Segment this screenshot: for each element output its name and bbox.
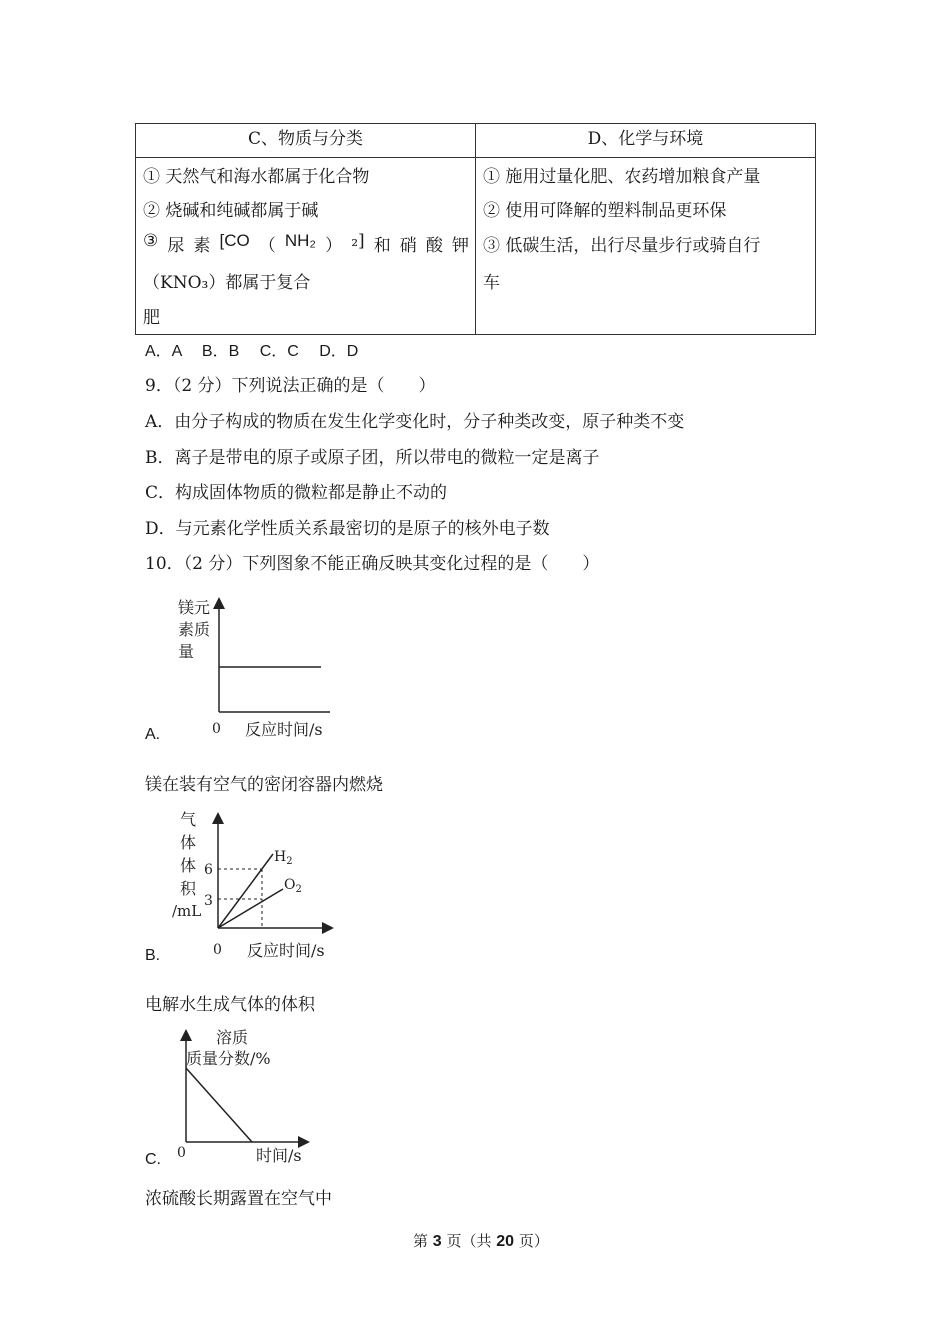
chart-b-tick-6: 6 — [204, 862, 213, 878]
chart-a — [170, 595, 340, 745]
page-footer: 第 3 页（共 20 页） — [413, 1232, 549, 1250]
chart-b-tick-3: 3 — [204, 893, 213, 909]
header-c: C、物质与分类 — [136, 124, 476, 158]
cell-d — [476, 158, 815, 334]
chart-c-origin: 0 — [177, 1145, 186, 1161]
cell-c — [136, 158, 475, 334]
d-item-2: ② 使用可降解的塑料制品更环保 — [483, 201, 727, 221]
q8-options: A．A B．B C．C D．D — [145, 343, 359, 360]
header-d: D、化学与环境 — [476, 124, 816, 158]
q10-option-c-caption: 浓硫酸长期露置在空气中 — [145, 1189, 332, 1209]
chart-b-ylabel-5: /mL — [172, 902, 202, 920]
d-item-3-line1: ③ 低碳生活，出行尽量步行或骑自行 — [483, 236, 761, 256]
q9-option-c: C．构成固体物质的微粒都是静止不动的 — [145, 483, 448, 503]
chart-b-xlabel: 反应时间/s — [247, 941, 325, 960]
chart-b-origin: 0 — [213, 942, 222, 958]
q9-option-b: B．离子是带电的原子或原子团，所以带电的微粒一定是离子 — [145, 448, 600, 468]
chart-b-ylabel-4: 积 — [180, 879, 197, 898]
q10-option-a-caption: 镁在装有空气的密闭容器内燃烧 — [145, 775, 383, 795]
d-item-1: ① 施用过量化肥、农药增加粮食产量 — [483, 167, 761, 187]
c-item-3-line2: （KNO₃）都属于复合 — [143, 273, 311, 293]
chart-a-ylabel-2: 素质 — [178, 620, 211, 639]
q9-option-a: A．由分子构成的物质在发生化学变化时，分子种类改变，原子种类不变 — [145, 412, 685, 432]
chart-b-ylabel-2: 体 — [180, 833, 197, 852]
chart-c — [170, 1023, 320, 1168]
q9-option-d: D．与元素化学性质关系最密切的是原子的核外电子数 — [145, 519, 550, 539]
c-item-2: ② 烧碱和纯碱都属于碱 — [143, 201, 319, 221]
q10-option-a-letter: A. — [145, 726, 161, 743]
chart-c-ylabel-2: 质量分数/% — [186, 1049, 271, 1068]
chart-b-label-h2: $H_2$ — [274, 849, 293, 867]
chart-b-series-h2 — [218, 854, 273, 928]
chart-a-xlabel: 反应时间/s — [245, 720, 323, 739]
q10-option-b-caption: 电解水生成气体的体积 — [145, 995, 315, 1015]
chart-c-series-line — [186, 1068, 252, 1142]
classification-table — [135, 123, 816, 335]
c-item-1: ① 天然气和海水都属于化合物 — [143, 167, 370, 187]
c-item-3-line3: 肥 — [143, 308, 160, 328]
c-item-3-line1: ③ 尿 素 [CO （ NH₂ ） ₂] 和 硝 酸 钾 — [143, 231, 469, 256]
q10-option-b-letter: B. — [145, 947, 161, 964]
chart-a-ylabel-3: 量 — [178, 642, 195, 661]
chart-b-label-o2: $O_2$ — [284, 877, 302, 895]
chart-a-origin: 0 — [212, 721, 221, 737]
page-number: 3 — [432, 1233, 442, 1250]
d-item-3-line2: 车 — [483, 273, 500, 293]
chart-c-xlabel: 时间/s — [256, 1146, 302, 1165]
q9-stem: 9．（2 分）下列说法正确的是（ ） — [145, 376, 436, 396]
chart-b-series-o2 — [218, 889, 283, 928]
chart-b-ylabel-3: 体 — [180, 856, 197, 875]
chart-b — [170, 810, 340, 965]
page-total: 20 — [496, 1233, 515, 1250]
q10-stem: 10．（2 分）下列图象不能正确反映其变化过程的是（ ） — [145, 554, 600, 574]
chart-b-ylabel-1: 气 — [180, 810, 197, 829]
q10-option-c-letter: C. — [145, 1151, 161, 1168]
chart-c-ylabel-1: 溶质 — [216, 1028, 249, 1047]
chart-a-ylabel-1: 镁元 — [178, 598, 211, 617]
